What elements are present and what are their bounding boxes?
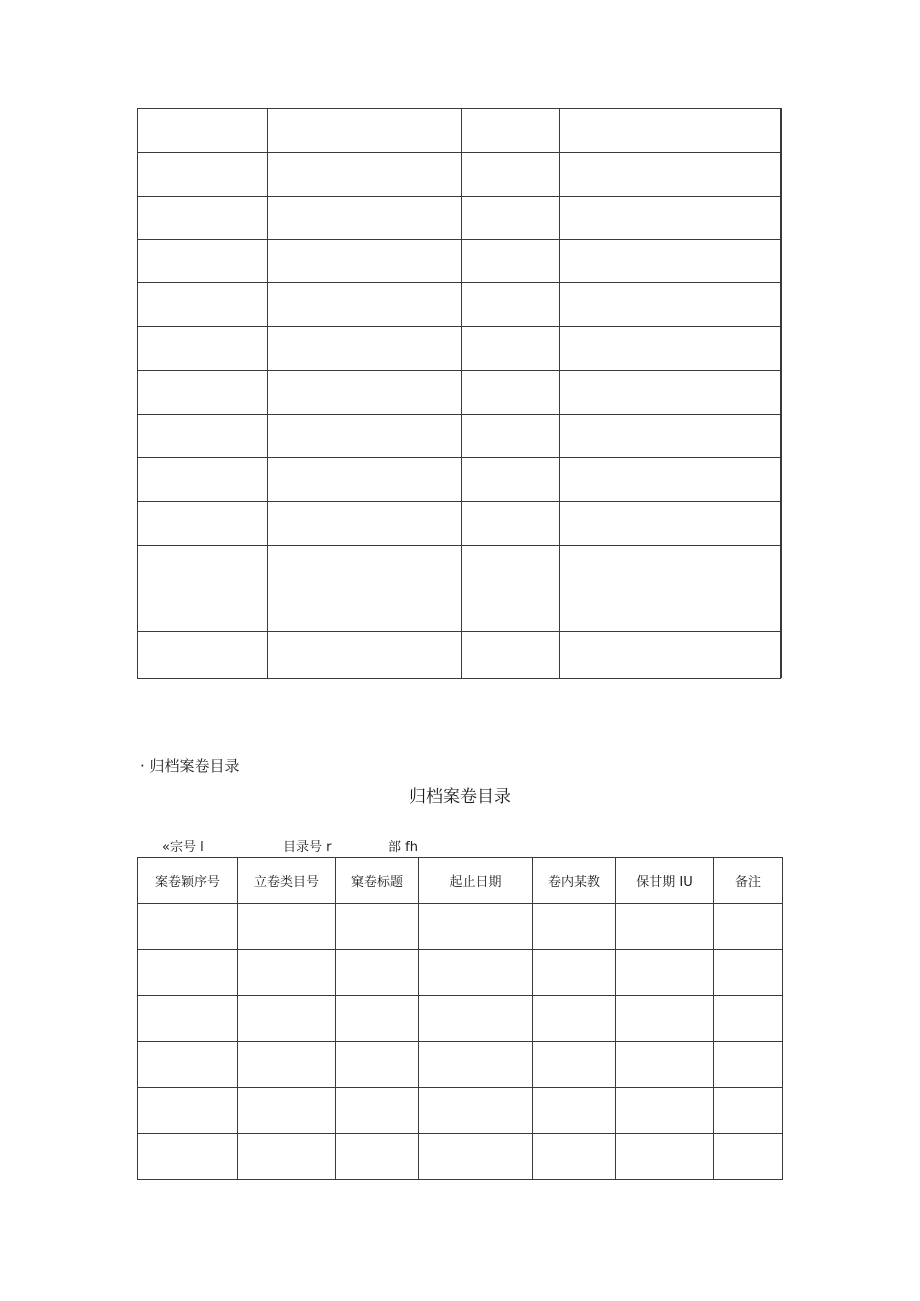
table-cell [336,1042,419,1088]
fonds-number-label: «宗号 l [162,840,204,855]
table-cell [462,546,560,632]
table-cell [138,240,268,283]
table-cell [714,904,783,950]
table-cell [462,240,560,283]
table-row [138,371,781,415]
column-header: 备注 [714,858,783,904]
table-cell [138,197,268,240]
table-cell [138,1134,238,1180]
table-cell [336,996,419,1042]
table-row [138,458,781,502]
table-cell [714,950,783,996]
table-cell [616,996,714,1042]
table-cell [533,1134,616,1180]
table-row [138,950,783,996]
table-cell [462,109,560,153]
table-cell [462,415,560,458]
table-row [138,109,781,153]
column-header: 窠卷标题 [336,858,419,904]
table-cell [268,458,462,502]
table-row [138,415,781,458]
table-cell [336,1134,419,1180]
table-cell [560,283,781,327]
table-cell [238,1134,336,1180]
table-cell [138,950,238,996]
table-cell [138,109,268,153]
table-cell [560,458,781,502]
table-row [138,996,783,1042]
column-header: 案卷颖序号 [138,858,238,904]
table-cell [714,1088,783,1134]
column-header: 起止日期 [419,858,533,904]
table-cell [560,415,781,458]
table-cell [268,240,462,283]
table-cell [268,327,462,371]
table-cell [616,950,714,996]
column-header: 卷内某教 [533,858,616,904]
table-row [138,197,781,240]
table-cell [268,546,462,632]
table-cell [138,327,268,371]
table-cell [616,1088,714,1134]
table-cell [268,371,462,415]
table-cell [238,904,336,950]
table-cell [533,1088,616,1134]
column-header: 立卷类目号 [238,858,336,904]
table-cell [560,109,781,153]
table-cell [419,1134,533,1180]
table-cell [462,197,560,240]
table-cell [138,153,268,197]
table-cell [138,371,268,415]
table-cell [714,996,783,1042]
table-row [138,1134,783,1180]
archive-catalog-table [137,857,783,1180]
table-row [138,240,781,283]
table-cell [560,153,781,197]
table-cell [419,950,533,996]
table-cell [268,415,462,458]
table-cell [238,996,336,1042]
table-cell [268,502,462,546]
table-cell [238,1088,336,1134]
table-cell [533,904,616,950]
table-row [138,327,781,371]
table-row [138,1042,783,1088]
section-label: · 归档案卷目录 [140,757,240,775]
table-cell [336,950,419,996]
table-cell [138,996,238,1042]
table-cell [419,1088,533,1134]
table-cell [560,502,781,546]
table-row [138,153,781,197]
table-cell [616,1042,714,1088]
table-row [138,502,781,546]
table-cell [419,1042,533,1088]
table-cell [560,327,781,371]
table-cell [616,904,714,950]
table-row [138,1088,783,1134]
table-cell [138,1088,238,1134]
table-cell [560,632,781,679]
table-cell [560,197,781,240]
table-cell [533,996,616,1042]
table-cell [462,632,560,679]
table-cell [336,904,419,950]
table-cell [268,283,462,327]
department-label: 部 fh [388,840,418,855]
table-cell [138,546,268,632]
table-cell [238,950,336,996]
table-cell [533,1042,616,1088]
table-cell [138,415,268,458]
table-cell [138,458,268,502]
table-cell [533,950,616,996]
column-header: 保甘期 IU [616,858,714,904]
table-cell [462,327,560,371]
table-cell [336,1088,419,1134]
table-edge-line [781,108,782,678]
table-cell [268,153,462,197]
table-cell [138,632,268,679]
table-cell [462,458,560,502]
table-header-row [138,858,783,904]
table-cell [462,283,560,327]
table-row [138,632,781,679]
table-cell [462,153,560,197]
table-cell [138,283,268,327]
table-cell [560,546,781,632]
table-cell [419,996,533,1042]
document-title: 归档案卷目录 [409,787,511,807]
table-cell [714,1134,783,1180]
table-cell [268,632,462,679]
table-cell [268,197,462,240]
table-cell [714,1042,783,1088]
table-cell [268,109,462,153]
table-cell [419,904,533,950]
blank-grid-table [137,108,781,679]
table-cell [560,240,781,283]
table-cell [462,371,560,415]
table-cell [138,502,268,546]
table-cell [138,1042,238,1088]
table-row [138,283,781,327]
table-cell [138,904,238,950]
table-row [138,904,783,950]
catalog-number-label: 目录号 r [283,840,332,855]
table-cell [616,1134,714,1180]
table-cell [238,1042,336,1088]
table-cell [560,371,781,415]
table-cell [462,502,560,546]
table-row [138,546,781,632]
